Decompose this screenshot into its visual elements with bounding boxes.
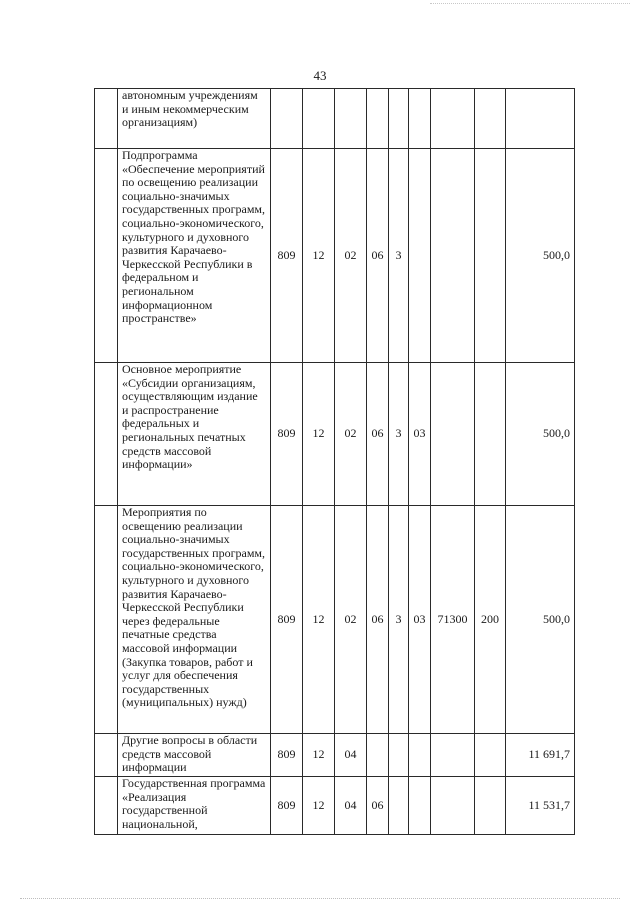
target-article-program: 06 [367, 777, 389, 835]
target-article-direction: 71300 [431, 506, 475, 734]
table-row [95, 149, 575, 363]
table-row [95, 89, 575, 149]
ved-code [271, 89, 303, 149]
scan-edge-mark [20, 898, 620, 899]
section-code: 12 [303, 734, 335, 777]
amount: 11 691,7 [506, 734, 575, 777]
target-article-activity [409, 89, 431, 149]
section-code: 12 [303, 363, 335, 506]
section-code: 12 [303, 777, 335, 835]
target-article-activity [409, 777, 431, 835]
expense-type-code [475, 363, 506, 506]
item-name: Мероприятия по освещению реализации социально-значимых государственных программ, социально-экономического, культурного и духовного развития Карачаево-Черкесской Республики через федеральные печатные средства массовой информации (Закупка товаров, работ и услуг для обеспечения государственных (муниципальных) нужд) [118, 506, 271, 734]
target-article-program: 06 [367, 506, 389, 734]
amount: 11 531,7 [506, 777, 575, 835]
target-article-subprogram [389, 734, 409, 777]
subsection-code: 02 [335, 149, 367, 363]
target-article-subprogram [389, 89, 409, 149]
item-name: автономным учреждениям и иным некоммерческим организациям) [118, 89, 271, 149]
item-name: Другие вопросы в области средств массовой информации [118, 734, 271, 777]
table-row [95, 734, 575, 777]
target-article-direction [431, 89, 475, 149]
subsection-code: 04 [335, 734, 367, 777]
amount [506, 89, 575, 149]
expense-type-code [475, 777, 506, 835]
target-article-subprogram: 3 [389, 149, 409, 363]
budget-table [94, 88, 575, 835]
target-article-program: 06 [367, 149, 389, 363]
target-article-subprogram [389, 777, 409, 835]
table-row [95, 363, 575, 506]
section-code: 12 [303, 149, 335, 363]
target-article-activity: 03 [409, 506, 431, 734]
subsection-code: 04 [335, 777, 367, 835]
subsection-code: 02 [335, 363, 367, 506]
ved-code: 809 [271, 777, 303, 835]
section-code: 12 [303, 506, 335, 734]
table-row [95, 506, 575, 734]
table-row [95, 777, 575, 835]
expense-type-code: 200 [475, 506, 506, 734]
target-article-direction [431, 149, 475, 363]
row-index-cell [95, 149, 118, 363]
subsection-code: 02 [335, 506, 367, 734]
row-index-cell [95, 506, 118, 734]
ved-code: 809 [271, 363, 303, 506]
amount: 500,0 [506, 363, 575, 506]
expense-type-code [475, 149, 506, 363]
target-article-program: 06 [367, 363, 389, 506]
row-index-cell [95, 89, 118, 149]
target-article-program [367, 734, 389, 777]
page-number: 43 [313, 68, 327, 83]
row-index-cell [95, 777, 118, 835]
target-article-program [367, 89, 389, 149]
amount: 500,0 [506, 149, 575, 363]
row-index-cell [95, 363, 118, 506]
ved-code: 809 [271, 149, 303, 363]
ved-code: 809 [271, 506, 303, 734]
ved-code: 809 [271, 734, 303, 777]
item-name: Подпрограмма «Обеспечение мероприятий по освещению реализации социально-значимых государственных программ, социально-экономического, культурного и духовного развития Карачаево-Черкесской Республики в федеральном и региональном информационном пространстве» [118, 149, 271, 363]
expense-type-code [475, 89, 506, 149]
target-article-direction [431, 777, 475, 835]
item-name: Основное мероприятие «Субсидии организациям, осуществляющим издание и распространение федеральных и региональных печатных средств массовой информации» [118, 363, 271, 506]
target-article-activity [409, 734, 431, 777]
target-article-direction [431, 363, 475, 506]
item-name: Государственная программа «Реализация государственной национальной, [118, 777, 271, 835]
amount: 500,0 [506, 506, 575, 734]
subsection-code [335, 89, 367, 149]
section-code [303, 89, 335, 149]
target-article-activity: 03 [409, 363, 431, 506]
expense-type-code [475, 734, 506, 777]
row-index-cell [95, 734, 118, 777]
target-article-direction [431, 734, 475, 777]
scan-edge-mark [430, 3, 630, 4]
target-article-subprogram: 3 [389, 363, 409, 506]
target-article-subprogram: 3 [389, 506, 409, 734]
target-article-activity [409, 149, 431, 363]
